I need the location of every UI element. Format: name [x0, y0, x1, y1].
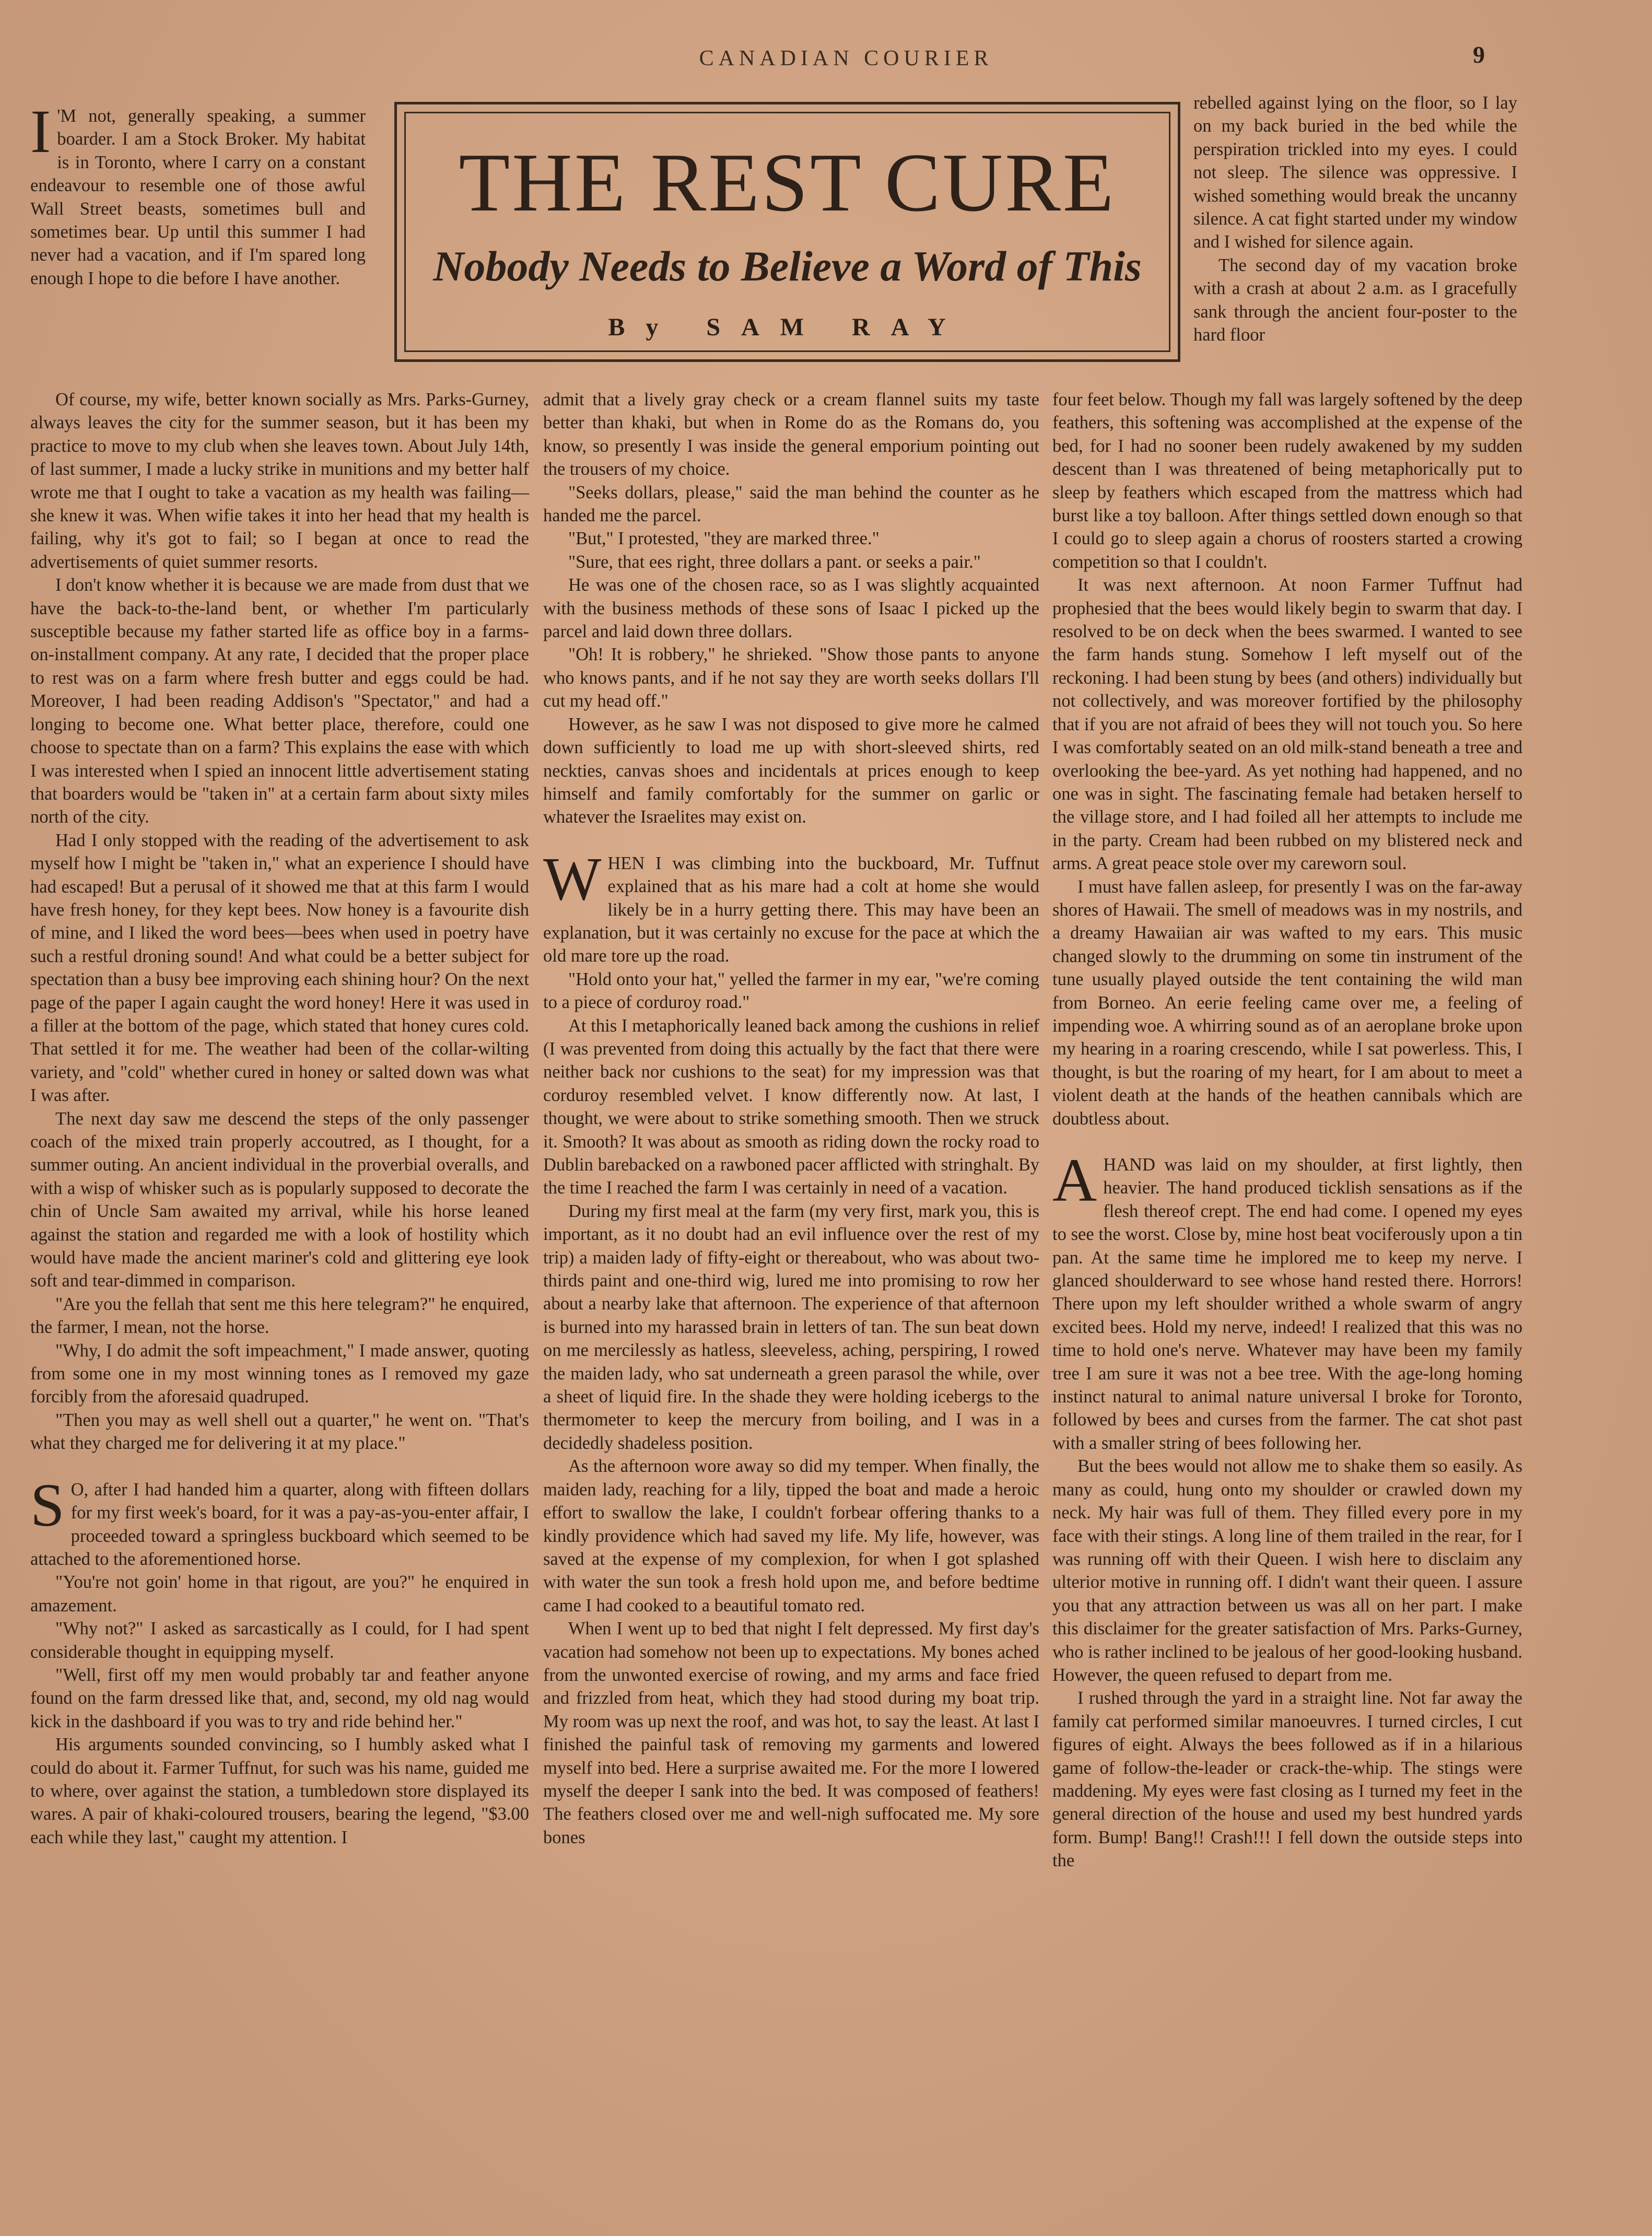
paragraph: The second day of my vacation broke with a crash at about 2 a.m. as I gracefully sank through the ancient four-poster to the hard floor	[1193, 255, 1517, 345]
paragraph: I must have fallen asleep, for presently I was on the far-away shores of Hawaii. The smell of meadows was in my nostrils, and a dreamy Hawaiian air was wafted to my ears. This music changed slowly to the drumming on some tin instrument of the tune usually played outside the tent containing the wild man from Borneo. An eerie feeling came over me, a feeling of impending woe. A whirring sound as of an aeroplane broke upon my hearing in a roaring crescendo, while I sat powerless. This, I thought, is but the roaring of my heart, for I am about to meet a violent death at the hands of the heathen cannibals which are doubtless about.	[1052, 876, 1522, 1129]
paragraph: "Then you may as well shell out a quarter," he went on. "That's what they charged me for delivering it at my place."	[30, 1410, 529, 1454]
paragraph: "Why, I do admit the soft impeachment," I made answer, quoting from some one in my most winning tones as I removed my gaze forcibly from the aforesaid quadruped.	[30, 1340, 529, 1407]
paragraph: "Why not?" I asked as sarcastically as I could, for I had spent considerable thought in equipping myself.	[30, 1619, 529, 1662]
title-box-inner	[404, 112, 1170, 352]
paragraph: admit that a lively gray check or a cream flannel suits my taste better than khaki, but when in Rome do as the Romans do, you know, so presently I was inside the general emporium pointing out the trousers of my choice.	[543, 390, 1039, 479]
article-subtitle: Nobody Needs to Believe a Word of This	[433, 242, 1142, 290]
paragraph: "You're not goin' home in that rigout, are you?" he enquired in amazement.	[30, 1572, 529, 1615]
paragraph-text: 'M not, generally speaking, a summer boarder. I am a Stock Broker. My habitat is in Toronto, where I carry on a constant endeavour to resemble one of those awful Wall Street beasts, sometimes bull and sometimes bear. Up until this summer I had never had a vacation, and if I'm spared long enough I hope to die before I have another.	[30, 106, 366, 288]
paragraph-text: HAND was laid on my shoulder, at first lightly, then heavier. The hand produced ticklish sensations as if the flesh thereof crept. The end had come. I opened my eyes to see the worst. Close by, mine host beat vociferously upon a tin pan. At the same time he implored me to keep my nerve. I glanced shoulderward to see whose hand rested there. Horrors! There upon my left shoulder writhed a whole swarm of angry excited bees. Hold my nerve, indeed! I realized that this was no time to hold one's nerve. Whatever may have been my family tree I am sure it was not a bee tree. With the age-long homing instinct natural to animal nature universal I broke for Toronto, followed by bees and curses from the farmer. The cat shot past with a smaller string of bees following her.	[1052, 1155, 1522, 1453]
title-box	[394, 102, 1180, 362]
drop-cap: S	[30, 1470, 65, 1539]
column-3-top	[1193, 91, 1517, 346]
paragraph: It was next afternoon. At noon Farmer Tuffnut had prophesied that the bees would likely begin to swarm that day. I resolved to be on deck when the bees swarmed. I wanted to see the farm hands stung. Somehow I left myself out of the reckoning. I had been stung by bees (and others) individually but not collectively, and was moreover fortified by the philosophy that if you are not afraid of bees they will not touch you. So here I was comfortably seated on an old milk-stand beneath a tree and overlooking the bee-yard. As yet nothing had happened, and no one was in sight. The fascinating female had betaken herself to the village store, and I had foiled all her attempts to include me in the party. Cream had been rubbed on my blistered neck and arms. A great peace stole over my careworn soul.	[1052, 575, 1522, 874]
column-2	[543, 388, 1039, 1849]
drop-cap: I	[30, 97, 51, 166]
paragraph	[30, 97, 366, 290]
running-head: CANADIAN COURIER	[699, 46, 993, 71]
paragraph: At this I metaphorically leaned back among the cushions in relief (I was prevented from doing this actually by the fact that there were neither back nor cushions to the seat) for my impression was that corduroy resembled velvet. I know differently now. At last, I thought, we were about to strike something smooth. Then we struck it. Smooth? It was about as smooth as riding down the rocky road to Dublin barebacked on a rawboned pacer afflicted with stringhalt. By the time I reached the farm I was certainly in need of a vacation.	[543, 1015, 1039, 1198]
column-3	[1052, 388, 1522, 1872]
paragraph: When I went up to bed that night I felt depressed. My first day's vacation had somehow not been up to expectations. My bones ached from the unwonted exercise of rowing, and my arms and face fried and frizzled from heat, which they had stood during my boat trip. My room was up next the roof, and was hot, to say the least. At last I finished the painful task of removing my garments and lowered myself into bed. Here a surprise awaited me. For the more I lowered myself the deeper I sank into the bed. It was composed of feathers! The feathers closed over me and well-nigh suffocated me. My sore bones	[543, 1619, 1039, 1847]
paragraph: four feet below. Though my fall was largely softened by the deep feathers, this softening was accomplished at the expense of the bed, for I had no sooner been rudely awakened by my sudden descent than I was threatened of being metaphorically put to sleep by feathers which escaped from the mattress which had burst like a toy balloon. After things settled down enough so that I could go to sleep again a chorus of roosters started a crowing competition so that I couldn't.	[1052, 390, 1522, 572]
paragraph: "Hold onto your hat," yelled the farmer in my ear, "we're coming to a piece of corduroy road."	[543, 969, 1039, 1013]
drop-cap: W	[543, 844, 602, 913]
paragraph: "Sure, that ees right, three dollars a pant. or seeks a pair."	[568, 552, 981, 572]
paragraph: As the afternoon wore away so did my temper. When finally, the maiden lady, reaching for a lily, tipped the boat and made a heroic effort to swallow the lake, I couldn't forbear offering thanks to a kindly providence which had saved my life. My life, however, was saved at the expense of my complexion, for when I got splashed with water the sun took a fresh hold upon me, and before bedtime came I had cooked to a beautiful tomato red.	[543, 1456, 1039, 1615]
article-byline: By SAM RAY	[608, 313, 967, 341]
paragraph: His arguments sounded convincing, so I humbly asked what I could do about it. Farmer Tuffnut, for such was his name, guided me to where, over against the station, a tumbledown store displayed its wares. A pair of khaki-coloured trousers, bearing the legend, "$3.00 each while they last," caught my attention. I	[30, 1735, 529, 1847]
paragraph: "Oh! It is robbery," he shrieked. "Show those pants to anyone who knows pants, and if he not say they are worth seeks dollars I'll cut my head off."	[543, 645, 1039, 711]
paragraph: "Are you the fellah that sent me this here telegram?" he enquired, the farmer, I mean, not the horse.	[30, 1294, 529, 1338]
paragraph: "Seeks dollars, please," said the man behind the counter as he handed me the parcel.	[543, 482, 1039, 526]
paragraph	[1052, 1146, 1522, 1455]
paragraph	[30, 1470, 529, 1571]
paragraph: Had I only stopped with the reading of the advertisement to ask myself how I might be "taken in," what an experience I should have had escaped! But a perusal of it showed me that at this farm I would have fresh honey, for they kept bees. Now honey is a favourite dish of mine, and I liked the word bees—bees when used in poetry have such a restful droning sound! And what could be a better subject for spectation than a busy bee improving each shining hour? On the next page of the paper I again caught the word honey! Here it was used in a filler at the bottom of the page, which stated that honey cures cold. That settled it for me. The weather had been of the collar-wilting variety, and "cold" whether cured in honey or salted down was what I was after.	[30, 830, 529, 1106]
paragraph: rebelled against lying on the floor, so I lay on my back buried in the bed while the perspiration trickled into my eyes. I could not sleep. The silence was oppressive. I wished something would break the uncanny silence. A cat fight started under my window and I wished for silence again.	[1193, 93, 1517, 252]
article-title: THE REST CURE	[459, 136, 1116, 229]
paragraph: The next day saw me descend the steps of the only passenger coach of the mixed train properly accoutred, as I thought, for a summer outing. An ancient individual in the proverbial overalls, and with a wisp of whisker such as is popularly supposed to decorate the chin of Uncle Sam awaited my arrival, while his horse leaned against the station and regarded me with a look of hostility which would have made the ancient mariner's cold and glittering eye look soft and tear-dimmed in comparison.	[30, 1108, 529, 1291]
paragraph: Of course, my wife, better known socially as Mrs. Parks-Gurney, always leaves the city for the summer season, but it has been my practice to move to my club when she leaves town. About July 14th, of last summer, I made a lucky strike in munitions and my better half wrote me that I ought to take a vacation as my health was failing—she knew it was. When wifie takes it into her head that my health is failing, why it's got to fail; so I began at once to read the advertisements of quiet summer resorts.	[30, 390, 529, 572]
paragraph	[543, 844, 1039, 968]
paragraph: He was one of the chosen race, so as I was slightly acquainted with the business methods of these sons of Isaac I picked up the parcel and laid down three dollars.	[543, 575, 1039, 642]
paragraph: However, as he saw I was not disposed to give more he calmed down sufficiently to load me up with short-sleeved shirts, red neckties, canvas shoes and incidentals at prices enough to keep himself and family comfortably for the summer on garlic or whatever the Israelites may exist on.	[543, 714, 1039, 827]
paragraph-text: O, after I had handed him a quarter, along with fifteen dollars for my first week's board, for it was a pay-as-you-enter affair, I proceeded toward a springless buckboard which seemed to be attached to the aforementioned horse.	[30, 1479, 529, 1569]
paragraph: "Well, first off my men would probably tar and feather anyone found on the farm dressed like that, and, second, my old nag would kick in the dashboard if you was to try and ride behind her."	[30, 1665, 529, 1731]
paragraph: "But," I protested, "they are marked three."	[568, 529, 880, 549]
drop-cap: A	[1052, 1146, 1097, 1214]
paragraph: I rushed through the yard in a straight line. Not far away the family cat performed similar manoeuvres. I turned circles, I cut figures of eight. Always the bees followed as if in a hilarious game of follow-the-leader or crack-the-whip. The stings were maddening. My eyes were fast closing as I turned my feet in the general direction of the house and used my best hundred yards form. Bump! Bang!! Crash!!! I fell down the outside steps into the	[1052, 1688, 1522, 1871]
column-1	[30, 388, 529, 1849]
paragraph-text: HEN I was climbing into the buckboard, Mr. Tuffnut explained that as his mare had a colt at home she would likely be in a hurry getting there. This may have been an explanation, but it was certainly no excuse for the pace at which the old mare tore up the road.	[543, 853, 1039, 966]
page-number: 9	[1473, 41, 1485, 68]
paragraph: I don't know whether it is because we are made from dust that we have the back-to-the-land bent, or whether I'm particularly susceptible because my father started life as office boy in a farms-on-installment company. At any rate, I decided that the proper place to rest was on a farm where fresh butter and eggs could be had. Moreover, I had been reading Addison's "Spectator," and had a longing to become one. What better place, therefore, could one choose to spectate than on a farm? This explains the ease with which I was interested when I spied an innocent little advertisement stating that boarders would be "taken in" at a certain farm about sixty miles north of the city.	[30, 575, 529, 827]
column-1-top	[30, 97, 366, 290]
paragraph: During my first meal at the farm (my very first, mark you, this is important, as it no doubt had an evil influence over the rest of my trip) a maiden lady of fifty-eight or thereabout, who was about two-thirds paint and one-third wig, lured me into promising to row her about a nearby lake that afternoon. The experience of that afternoon is burned into my harassed brain in letters of tan. The sun beat down on me mercilessly as hatless, sleeveless, aching, perspiring, I rowed the maiden lady, who sat underneath a green parasol the while, over a sheet of liquid fire. In the shade they were holding icebergs to the thermometer to keep the mercury from boiling, and I was in a decidedly shadeless position.	[543, 1201, 1039, 1453]
paragraph: But the bees would not allow me to shake them so easily. As many as could, hung onto my shoulder or crawled down my neck. My hair was full of them. They filled every pore in my face with their stings. A long line of them trailed in the rear, for I was running off with their Queen. I wish here to disclaim any ulterior motive in running off. I didn't want their queen. I assure you that any attraction between us was all on her part. I make this disclaimer for the greater satisfaction of Mrs. Parks-Gurney, who is rather inclined to be jealous of her good-looking husband. However, the queen refused to depart from me.	[1052, 1456, 1522, 1685]
